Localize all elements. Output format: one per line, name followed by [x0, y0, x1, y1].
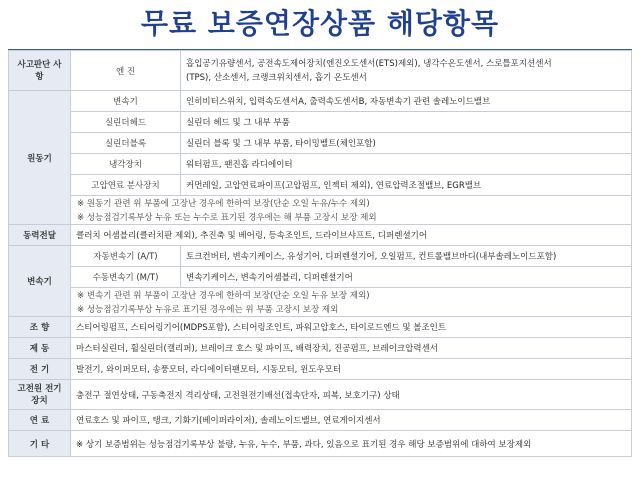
subcategory-cell: 고압연료 분사장치 [71, 175, 181, 196]
table-row [9, 317, 632, 338]
table-row [9, 359, 632, 380]
note-row [9, 288, 632, 303]
table-row [9, 133, 632, 154]
items-line: 흡입공기유량센서, 공전속도제어장치(엔진오도센서(ETS)제외), 냉각수온도센서, 스로틀포지션센서 [186, 58, 552, 69]
category-cell: 고전원 전기장치 [9, 380, 71, 410]
table-row [9, 246, 632, 267]
note-cell: ※ 성능점검기록부상 누유로 표기된 경우에는 위 부품 고장시 보장 제외 [71, 302, 632, 317]
table-row [9, 410, 632, 431]
items-cell: 스티어링펌프, 스티어링기어(MDPS포함), 스티어링조인트, 파워고압호스, 타이로드엔드 및 볼조인트 [71, 317, 632, 338]
items-cell: 충전구 절연상태, 구동축전지 격리상태, 고전원전기배선(접속단자, 피복, 보호기구) 상태 [71, 380, 632, 410]
items-cell: 변속기케이스, 변속기어셈블리, 디퍼렌셜기어 [181, 267, 632, 288]
table-row [9, 431, 632, 457]
table-row [9, 225, 632, 246]
items-cell: ※ 상기 보증범위는 성능점검기록부상 불량, 누유, 누수, 부품, 과다, 있음으로 표기된 경우 해당 보증범위에 대하여 보장제외 [71, 431, 632, 457]
table-row [9, 380, 632, 410]
items-cell: 실린더 블록 및 그 내부 부품, 타이밍벨트(체인포함) [181, 133, 632, 154]
subcategory-cell: 자동변속기 (A/T) [71, 246, 181, 267]
table-row [9, 112, 632, 133]
category-cell: 제 동 [9, 338, 71, 359]
category-cell: 변속기 [9, 246, 71, 317]
subcategory-cell: 변속기 [71, 91, 181, 112]
subcategory-cell: 실린더헤드 [71, 112, 181, 133]
subcategory-cell: 수동변속기 (M/T) [71, 267, 181, 288]
items-cell: 실린더 헤드 및 그 내부 부품 [181, 112, 632, 133]
items-line: (TPS), 산소센서, 크랭크위치센서, 흡기 온도센서 [186, 72, 367, 83]
items-cell: 토크컨버터, 변속기케이스, 유성기어, 디퍼렌셜기어, 오일펌프, 컨트롤밸브바디(내부솔레노이드포함) [181, 246, 632, 267]
note-row [9, 210, 632, 225]
note-cell: ※ 원동기 관련 위 부품에 고장난 경우에 한하여 보장(단순 오일 누유/누수 제외) [71, 196, 632, 211]
items-cell: 워터펌프, 팬진흡 라디에이터 [181, 154, 632, 175]
note-cell: ※ 성능점검기록부상 누유 또는 누수로 표기된 경우에는 해 부품 고장시 보장 제외 [71, 210, 632, 225]
items-cell: 클러치 어셈블리(클러치판 제외), 추진축 및 베어링, 등속조인트, 드라이브샤프트, 디퍼렌셜기어 [71, 225, 632, 246]
category-cell: 사고판단 사항 [9, 51, 71, 91]
category-cell: 연 료 [9, 410, 71, 431]
note-row [9, 302, 632, 317]
items-cell: 커먼레일, 고압연료파이프(고압펌프, 인젝터 제외), 연료압력조절밸브, EGR밸브 [181, 175, 632, 196]
items-cell: 발전기, 와이퍼모터, 송풍모터, 라디에이터팬모터, 시동모터, 윈도우모터 [71, 359, 632, 380]
table-row [9, 338, 632, 359]
category-cell: 조 향 [9, 317, 71, 338]
category-cell: 동력전달 [9, 225, 71, 246]
category-cell: 전 기 [9, 359, 71, 380]
table-row [9, 51, 632, 91]
items-cell: 연료호스 및 파이프, 탱크, 기화기(베이퍼라이저), 솔레노이드밸브, 연료게이지센서 [71, 410, 632, 431]
subcategory-cell: 실린더블록 [71, 133, 181, 154]
items-cell: 인히비터스위치, 입력속도센서A, 출력속도센서B, 자동변속기 관련 솔레노이드밸브 [181, 91, 632, 112]
items-cell [181, 51, 632, 91]
table-row [9, 91, 632, 112]
category-cell: 기 타 [9, 431, 71, 457]
note-cell: ※ 변속기 관련 위 부품이 고장난 경우에 한하여 보장(단순 오일 누유 보장 제외) [71, 288, 632, 303]
table-row [9, 267, 632, 288]
table-row [9, 175, 632, 196]
category-cell: 원동기 [9, 91, 71, 225]
note-row [9, 196, 632, 211]
subcategory-cell: 냉각장치 [71, 154, 181, 175]
page-title: 무료 보증연장상품 해당항목 [140, 7, 500, 40]
subcategory-cell: 엔 진 [71, 51, 181, 91]
warranty-table [8, 50, 632, 457]
items-cell: 마스터실린더, 휠실린더(캘리퍼), 브레이크 호스 및 파이프, 배력장치, 진공펌프, 브레이크압력센서 [71, 338, 632, 359]
table-row [9, 154, 632, 175]
